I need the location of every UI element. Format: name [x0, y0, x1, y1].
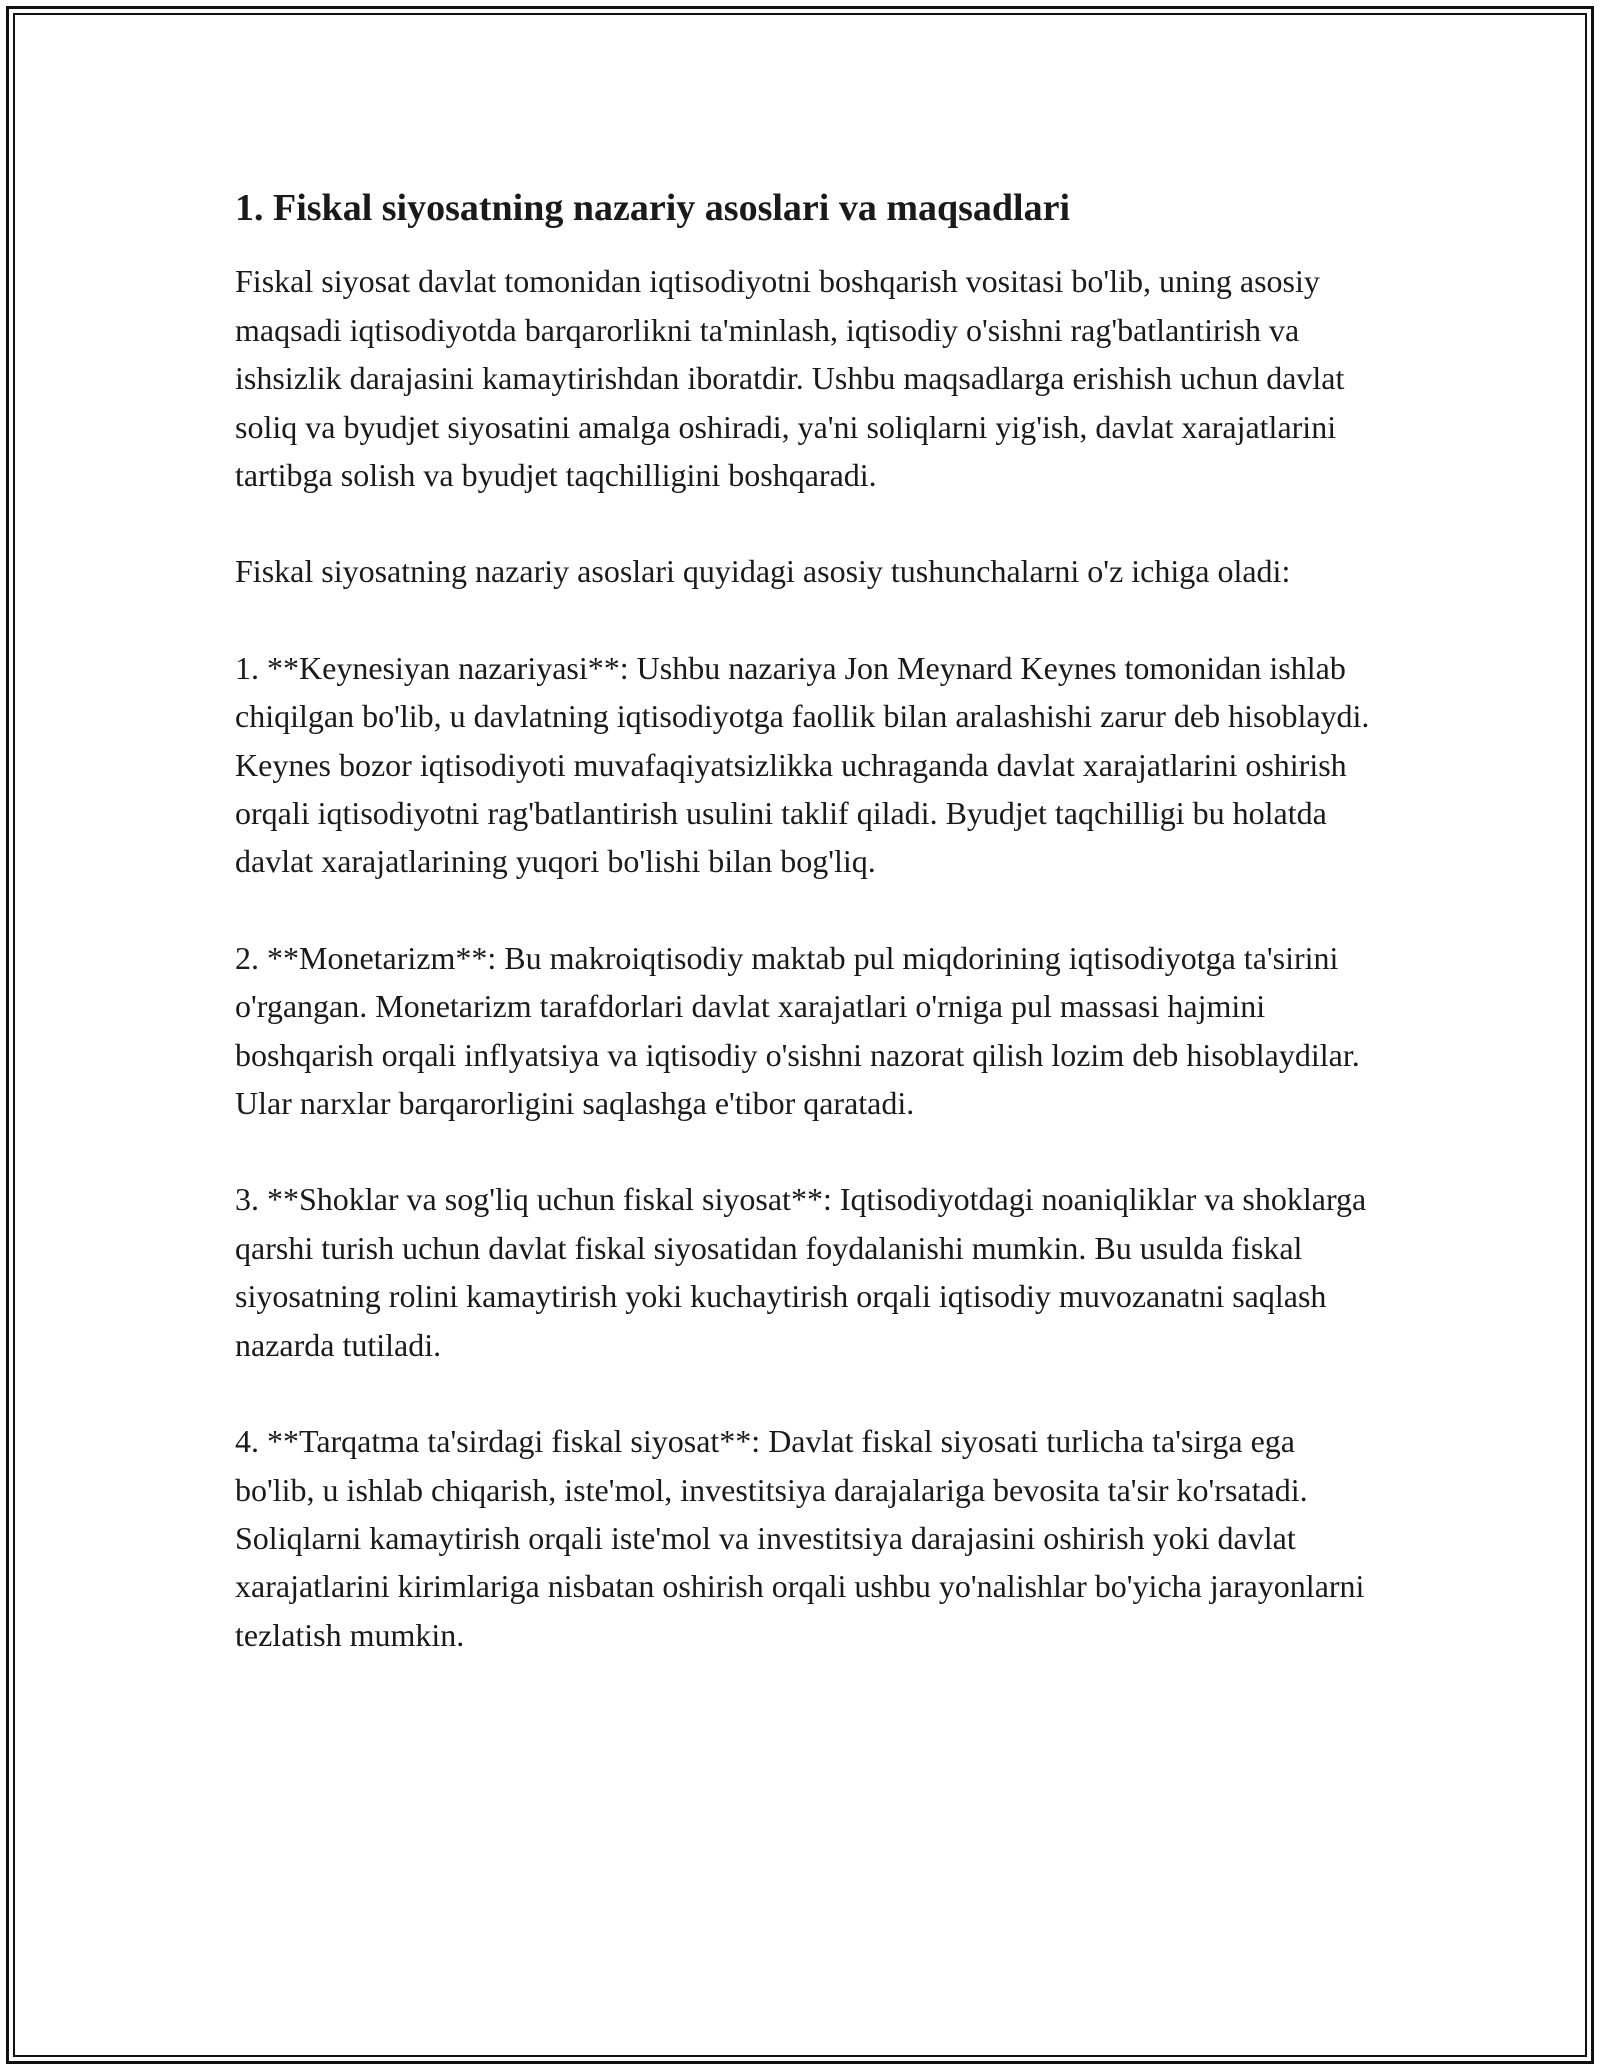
paragraph-theory-lead: Fiskal siyosatning nazariy asoslari quyidagi asosiy tushunchalarni o'z ichiga oladi: — [235, 553, 1291, 590]
paragraph-monetarism: 2. **Monetarizm**: Bu makroiqtisodiy maktab pul miqdorining iqtisodiyotga ta'sirini o'rgangan. Monetarizm tarafdorlari davlat xarajatlari o'rniga pul massasi hajmini boshqarish orqali inflyatsiya va iqtisodiy o'sishni nazorat qilish lozim deb hisoblaydilar. Ular narxlar barqarorligini saqlashga e'tibor qaratadi. — [235, 939, 1360, 1122]
paragraph-shocks: 3. **Shoklar va sog'liq uchun fiskal siyosat**: Iqtisodiyotdagi noaniqliklar va shoklarga qarshi turish uchun davlat fiskal siyosatidan foydalanishi mumkin. Bu usulda fiskal siyosatning rolini kamaytirish yoki kuchaytirish orqali iqtisodiy muvozanatni saqlash nazarda tutiladi. — [235, 1181, 1367, 1363]
paragraph-keynesian: 1. **Keynesiyan nazariyasi**: Ushbu nazariya Jon Meynard Keynes tomonidan ishlab chiqilgan bo'lib, u davlatning iqtisodiyotga faollik bilan aralashishi zarur deb hisoblaydi. Keynes bozor iqtisodiyoti muvafaqiyatsizlikka uchraganda davlat xarajatlarini oshirish orqali iqtisodiyotni rag'batlantirish usulini taklif qiladi. Byudjet taqchilligi bu holatda davlat xarajatlarining yuqori bo'lishi bilan bog'liq. — [235, 649, 1370, 880]
paragraph-distributive: 4. **Tarqatma ta'sirdagi fiskal siyosat**: Davlat fiskal siyosati turlicha ta'sirga ega bo'lib, u ishlab chiqarish, iste'mol, investitsiya darajalariga bevosita ta'sir ko'rsatadi. Soliqlarni kamaytirish orqali iste'mol va investitsiya darajasini oshirish yoki davlat xarajatlarini kirimlariga nisbatan oshirish orqali ushbu yo'nalishlar bo'yicha jarayonlarni tezlatish mumkin. — [235, 1423, 1365, 1653]
document-body — [235, 184, 1375, 1707]
paragraph-intro: Fiskal siyosat davlat tomonidan iqtisodiyotni boshqarish vositasi bo'lib, uning asosiy maqsadi iqtisodiyotda barqarorlikni ta'minlash, iqtisodiy o'sishni rag'batlantirish va ishsizlik darajasini kamaytirishdan iboratdir. Ushbu maqsadlarga erishish uchun davlat soliq va byudjet siyosatini amalga oshiradi, ya'ni soliqlarni yig'ish, davlat xarajatlarini tartibga solish va byudjet taqchilligini boshqaradi. — [235, 263, 1345, 494]
section-heading: 1. Fiskal siyosatning nazariy asoslari va maqsadlari — [235, 187, 1071, 229]
